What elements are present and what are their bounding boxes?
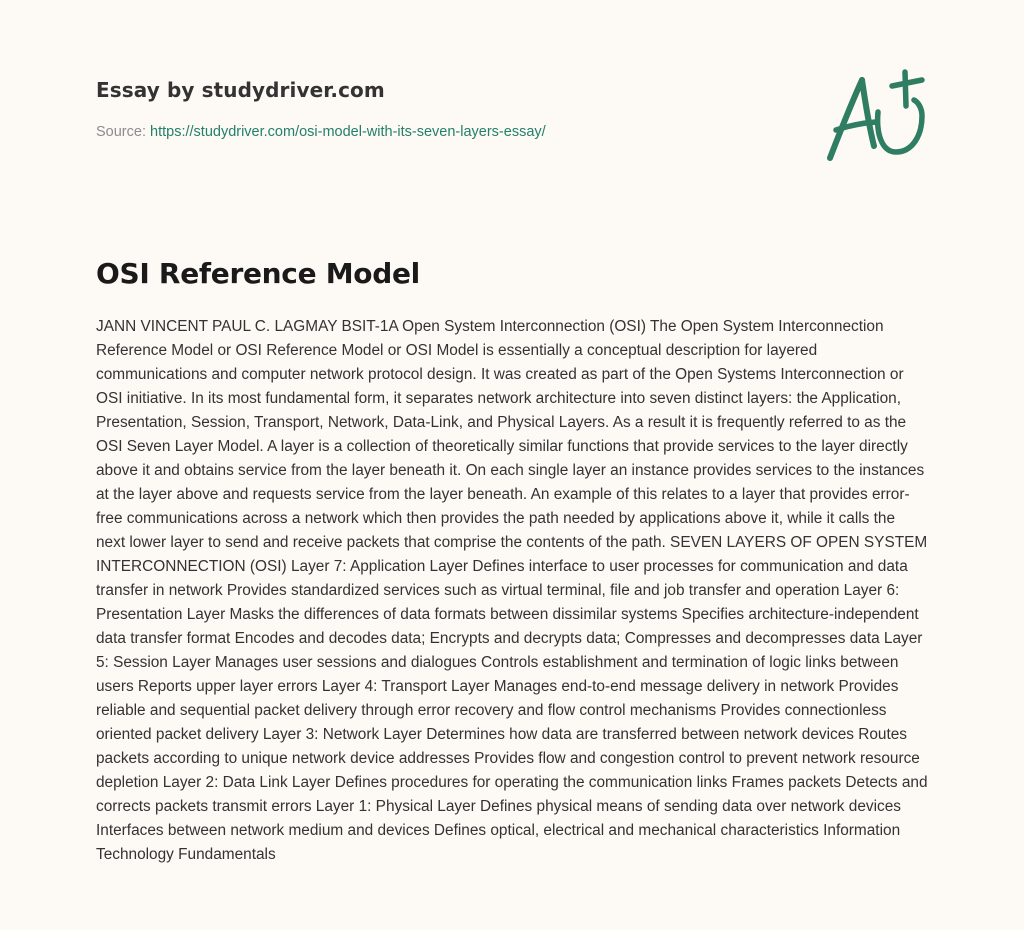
- brand-title: Essay by studydriver.com: [96, 78, 385, 102]
- article-body: JANN VINCENT PAUL C. LAGMAY BSIT-1A Open System Interconnection (OSI) The Open System Interconnection Reference Model or OSI Reference Model or OSI Model is essentially a conceptual description for layered communications and computer network protocol design. It was created as part of the Open Systems Interconnection or OSI initiative. In its most fundamental form, it separates network architecture into seven distinct layers: the Application, Presentation, Session, Transport, Network, Data-Link, and Physical Layers. As a result it is frequently referred to as the OSI Seven Layer Model. A layer is a collection of theoretically similar functions that provide services to the layer directly above it and obtains service from the layer beneath it. On each single layer an instance provides services to the instances at the layer above and requests service from the layer beneath. An example of this relates to a layer that provides error-free communications across a network which then provides the path needed by applications above it, while it calls the next lower layer to send and receive packets that comprise the contents of the path. SEVEN LAYERS OF OPEN SYSTEM INTERCONNECTION (OSI) Layer 7: Application Layer Defines interface to user processes for communication and data transfer in network Provides standardized services such as virtual terminal, file and job transfer and operation Layer 6: Presentation Layer Masks the differences of data formats between dissimilar systems Specifies architecture-independent data transfer format Encodes and decodes data; Encrypts and decrypts data; Compresses and decompresses data Layer 5: Session Layer Manages user sessions and dialogues Controls establishment and termination of logic links between users Reports upper layer errors Layer 4: Transport Layer Manages end-to-end message delivery in network Provides reliable and sequential packet delivery through error recovery and flow control mechanisms Provides connectionless oriented packet delivery Layer 3: Network Layer Determines how data are transferred between network devices Routes packets according to unique network device addresses Provides flow and congestion control to prevent network resource depletion Layer 2: Data Link Layer Defines procedures for operating the communication links Frames packets Detects and corrects packets transmit errors Layer 1: Physical Layer Defines physical means of sending data over network devices Interfaces between network medium and devices Defines optical, electrical and mechanical characteristics Information Technology Fundamentals: [96, 318, 928, 863]
- source-line: [96, 122, 796, 142]
- page-title: OSI Reference Model: [96, 257, 420, 290]
- page-header: [96, 76, 796, 142]
- source-link[interactable]: https://studydriver.com/osi-model-with-its-seven-layers-essay/: [150, 124, 546, 140]
- source-label: Source:: [96, 124, 146, 140]
- a-plus-grade-icon: [818, 66, 933, 166]
